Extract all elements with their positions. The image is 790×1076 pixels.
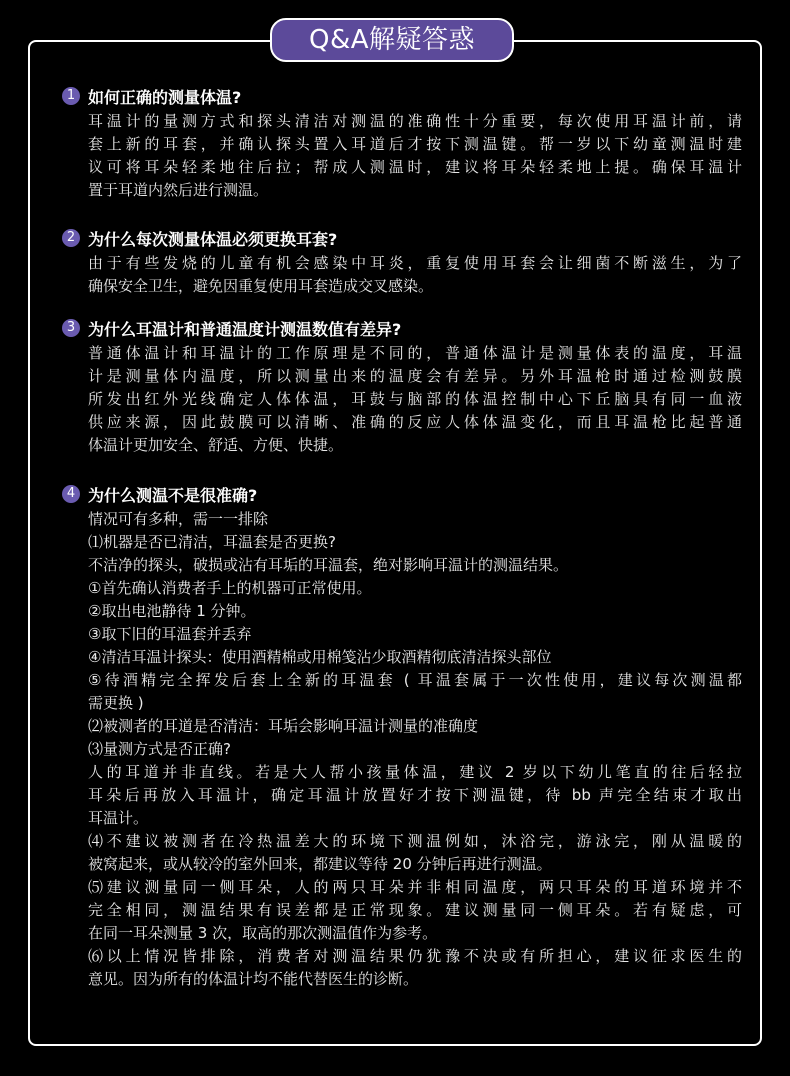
question-title: 为什么测温不是很准确? (88, 485, 258, 505)
question-header (62, 226, 742, 250)
question-header (62, 84, 742, 108)
answer-line: ④清洁耳温计探头：使用酒精棉或用棉笺沾少取酒精彻底清洁探头部位 (88, 648, 552, 666)
question-header (62, 482, 742, 506)
number-badge: 4 (62, 485, 80, 503)
answer-line: ⑴机器是否已清洁，耳温套是否更换? (88, 533, 336, 551)
question-title: 如何正确的测量体温? (88, 87, 242, 107)
answer-text (62, 252, 742, 298)
answer-line: 由于有些发烧的儿童有机会感染中耳炎，重复使用耳套会让细菌不断滋生，为了 (88, 254, 742, 272)
answer-line: 供应来源，因此鼓膜可以清晰、准确的反应人体体温变化，而且耳温枪比起普通 (88, 413, 742, 431)
answer-line: 体温计更加安全、舒适、方便、快捷。 (88, 436, 344, 454)
number-badge: 3 (62, 319, 80, 337)
answer-line: 套上新的耳套，并确认探头置入耳道后才按下测温键。帮一岁以下幼童测温时建 (88, 135, 742, 153)
answer-line: 人的耳道并非直线。若是大人帮小孩量体温，建议 2 岁以下幼儿笔直的往后轻拉 (88, 763, 742, 781)
answer-line: 在同一耳朵测量 3 次，取高的那次测温值作为参考。 (88, 924, 438, 942)
qa-item-3 (62, 316, 742, 457)
answer-line: 置于耳道内然后进行测温。 (88, 181, 269, 199)
question-header (62, 316, 742, 340)
question-title: 为什么每次测量体温必须更换耳套? (88, 229, 338, 249)
answer-line: ⑸建议测量同一侧耳朵，人的两只耳朵并非相同温度，两只耳朵的耳道环境并不 (88, 878, 742, 896)
answer-line: 计是测量体内温度，所以测量出来的温度会有差异。另外耳温枪时通过检测鼓膜 (88, 367, 742, 385)
number-badge: 1 (62, 87, 80, 105)
answer-line: ⑹以上情况皆排除，消费者对测温结果仍犹豫不决或有所担心，建议征求医生的 (88, 947, 742, 965)
answer-line: 所发出红外光线确定人体体温，耳鼓与脑部的体温控制中心下丘脑具有同一血液 (88, 390, 742, 408)
answer-line: ⑤待酒精完全挥发后套上全新的耳温套 ( 耳温套属于一次性使用，建议每次测温都 (88, 671, 742, 689)
answer-line: 普通体温计和耳温计的工作原理是不同的，普通体温计是测量体表的温度，耳温 (88, 344, 742, 362)
answer-line: 耳温计的量测方式和探头清洁对测温的准确性十分重要，每次使用耳温计前，请 (88, 112, 742, 130)
answer-line: 耳朵后再放入耳温计，确定耳温计放置好才按下测温键，待 bb 声完全结束才取出 (88, 786, 742, 804)
qa-item-2 (62, 226, 742, 298)
answer-line: 确保安全卫生，避免因重复使用耳套造成交叉感染。 (88, 277, 434, 295)
answer-line: ⑵被测者的耳道是否清洁：耳垢会影响耳温计测量的准确度 (88, 717, 479, 735)
answer-line: 耳温计。 (88, 809, 149, 827)
answer-line: 议可将耳朵轻柔地往后拉；帮成人测温时，建议将耳朵轻柔地上提。确保耳温计 (88, 158, 742, 176)
answer-line: 不洁净的探头，破损或沾有耳垢的耳温套，绝对影响耳温计的测温结果。 (88, 556, 569, 574)
question-title: 为什么耳温计和普通温度计测温数值有差异? (88, 319, 402, 339)
answer-line: 意见。因为所有的体温计均不能代替医生的诊断。 (88, 970, 419, 988)
answer-text (62, 342, 742, 457)
page-title: Q&A解疑答惑 (270, 18, 514, 62)
qa-item-1 (62, 84, 742, 202)
answer-line: ⑷不建议被测者在冷热温差大的环境下测温例如，沐浴完，游泳完，刚从温暖的 (88, 832, 742, 850)
answer-line: 被窝起来，或从较冷的室外回来，都建议等待 20 分钟后再进行测温。 (88, 855, 552, 873)
answer-line: 需更换 ) (88, 694, 144, 712)
answer-line: ③取下旧的耳温套并丢弃 (88, 625, 252, 643)
answer-line: ⑶量测方式是否正确? (88, 740, 231, 758)
answer-text (62, 508, 742, 991)
answer-line: ①首先确认消费者手上的机器可正常使用。 (88, 579, 372, 597)
qa-item-4 (62, 482, 742, 991)
number-badge: 2 (62, 229, 80, 247)
answer-line: 情况可有多种，需一一排除 (88, 510, 269, 528)
answer-line: ②取出电池静待 1 分钟。 (88, 602, 256, 620)
answer-text (62, 110, 742, 202)
answer-line: 完全相同，测温结果有误差都是正常现象。建议测量同一侧耳朵。若有疑虑，可 (88, 901, 742, 919)
